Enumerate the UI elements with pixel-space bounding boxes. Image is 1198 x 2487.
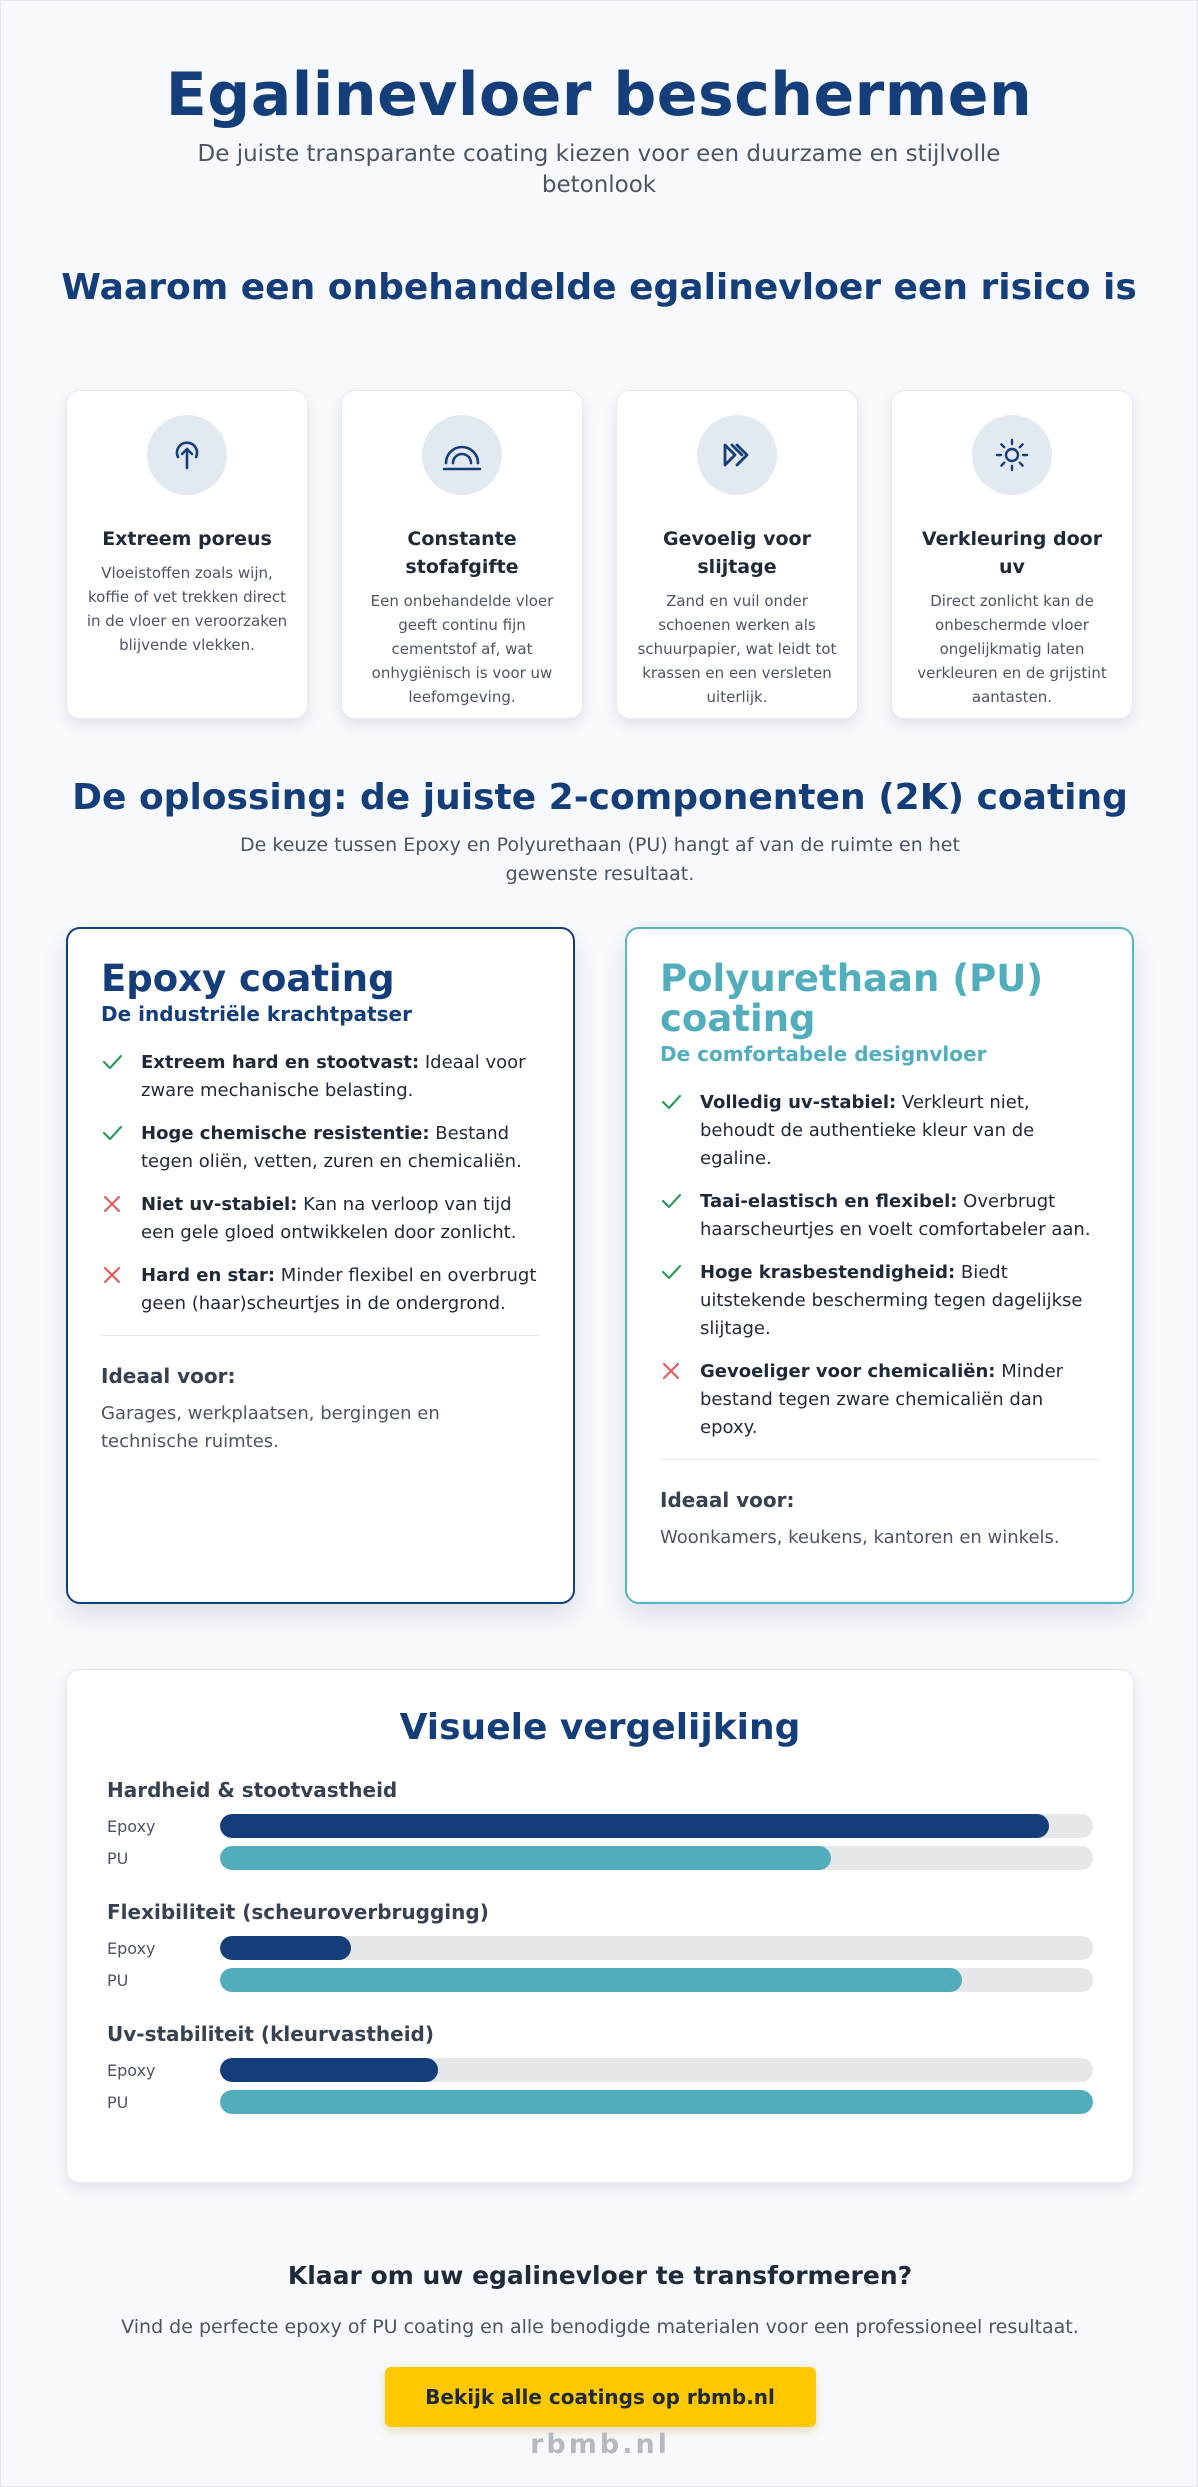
metric-list [107,1776,1093,2114]
feature-text [141,1191,540,1247]
footer-logo: rbmb.nl [530,2429,670,2460]
pu-bar-row [107,1968,1093,1992]
risk-cards [66,390,1133,719]
feature-pro [660,1089,1099,1173]
dust-cloud-icon [422,415,502,495]
pu-subtitle: De comfortabele designvloer [660,1042,987,1066]
risk-card-text: Vloeistoffen zoals wijn, koffie of vet trekken direct in de vloer en veroorzaken blijvende vlekken. [86,564,288,654]
pu-ideal-text: Woonkamers, keukens, kantoren en winkels. [660,1527,1060,1548]
bar-track [220,1814,1093,1838]
bar-track [220,1936,1093,1960]
feature-pro [660,1259,1099,1343]
risk-card-title: Gevoelig voor slijtage [663,528,811,578]
feature-description: Biedt uitstekende bescherming tegen dagelijkse slijtage. [700,1262,1083,1339]
risk-card-text: Direct zonlicht kan de onbeschermde vloer ongelijkmatig laten verkleuren en de grijstint aantasten. [917,592,1107,706]
risk-section-title: Waarom een onbehandelde egalinevloer een risico is [61,267,1137,308]
feature-bold: Hard en star: [141,1265,276,1286]
solution-title: De oplossing: de juiste 2-componenten (2K) coating [72,777,1128,818]
feature-bold: Taai-elastisch en flexibel: [700,1191,958,1212]
metric-name: Flexibiliteit (scheuroverbrugging) [107,1900,489,1924]
feature-description: Minder flexibel en overbrugt geen (haar)scheurtjes in de ondergrond. [141,1265,537,1314]
risk-card-dust [341,390,583,719]
feature-text [700,1089,1099,1173]
epoxy-bar-row [107,2058,1093,2082]
epoxy-bar-fill [220,2058,438,2082]
pu-feature-list [660,1089,1099,1442]
metric [107,1776,1093,1870]
fast-forward-icon [697,415,777,495]
water-drop-icon [147,415,227,495]
pu-bar-fill [220,1846,831,1870]
feature-pro [101,1120,540,1176]
feature-con [101,1262,540,1318]
visual-title: Visuele vergelijking [399,1707,801,1748]
feature-con [660,1358,1099,1442]
epoxy-feature-list [101,1049,540,1318]
divider [660,1459,1099,1460]
feature-description: Kan na verloop van tijd een gele gloed ontwikkelen door zonlicht. [141,1194,517,1243]
feature-pro [101,1049,540,1105]
bar-track [220,2058,1093,2082]
epoxy-bar-row [107,1936,1093,1960]
feature-description: Verkleurt niet, behoudt de authentieke kleur van de egaline. [700,1092,1035,1169]
bar-track [220,2090,1093,2114]
hero [1,1,1197,201]
pu-bar-fill [220,1968,962,1992]
feature-description: Ideaal voor zware mechanische belasting. [141,1052,526,1101]
pu-bar-row [107,2090,1093,2114]
visual-comparison [66,1669,1134,2183]
epoxy-card [66,927,575,1604]
feature-text [141,1120,540,1176]
risk-card-uv [891,390,1133,719]
feature-description: Minder bestand tegen zware chemicaliën dan epoxy. [700,1361,1064,1438]
feature-bold: Niet uv-stabiel: [141,1194,298,1215]
page-subtitle: De juiste transparante coating kiezen voor een duurzame en stijlvolle betonlook [197,141,1001,198]
epoxy-title: Epoxy coating [101,957,395,1000]
pu-bar-row [107,1846,1093,1870]
check-icon [101,1049,141,1105]
feature-bold: Extreem hard en stootvast: [141,1052,420,1073]
epoxy-subtitle: De industriële krachtpatser [101,1002,412,1026]
pu-title: Polyurethaan (PU) coating [660,957,1044,1040]
feature-pro [660,1188,1099,1244]
epoxy-bar-label: Epoxy [107,1816,156,1836]
risk-card-text: Zand en vuil onder schoenen werken als schuurpapier, wat leidt tot krassen en een versleten uiterlijk. [637,592,837,706]
epoxy-bar-fill [220,1814,1049,1838]
feature-text [700,1259,1099,1343]
feature-text [141,1049,540,1105]
pu-bar-label: PU [107,1970,129,1990]
feature-text [141,1262,540,1318]
feature-bold: Hoge chemische resistentie: [141,1123,430,1144]
epoxy-ideal-text: Garages, werkplaatsen, bergingen en technische ruimtes. [101,1403,440,1452]
cross-icon [101,1262,141,1318]
metric-name: Hardheid & stootvastheid [107,1778,398,1802]
epoxy-bar-label: Epoxy [107,1938,156,1958]
pu-bar-fill [220,2090,1093,2114]
view-coatings-button[interactable]: Bekijk alle coatings op rbmb.nl [385,2367,816,2427]
coating-comparison [66,927,1134,1604]
solution-subtitle: De keuze tussen Epoxy en Polyurethaan (PU) hangt af van de ruimte en het gewenste resultaat. [240,834,960,885]
risk-card-porous [66,390,308,719]
pu-ideal-label: Ideaal voor: [660,1488,795,1512]
cta-text: Vind de perfecte epoxy of PU coating en alle benodigde materialen voor een professioneel resultaat. [121,2316,1079,2338]
pu-bar-label: PU [107,1848,129,1868]
bar-track [220,1968,1093,1992]
divider [101,1335,540,1336]
metric [107,2020,1093,2114]
risk-card-title: Verkleuring door uv [921,528,1103,578]
pu-card [625,927,1134,1604]
sun-icon [972,415,1052,495]
epoxy-ideal-label: Ideaal voor: [101,1364,236,1388]
risk-card-title: Extreem poreus [102,528,272,550]
risk-card-title: Constante stofafgifte [405,528,519,578]
check-icon [660,1188,700,1244]
pu-bar-label: PU [107,2092,129,2112]
feature-description: Overbrugt haarscheurtjes en voelt comfortabeler aan. [700,1191,1091,1240]
check-icon [660,1259,700,1343]
cross-icon [660,1358,700,1442]
feature-description: Bestand tegen oliën, vetten, zuren en chemicaliën. [141,1123,522,1172]
metric-name: Uv-stabiliteit (kleurvastheid) [107,2022,435,2046]
feature-text [700,1358,1099,1442]
feature-text [700,1188,1099,1244]
epoxy-bar-fill [220,1936,351,1960]
cross-icon [101,1191,141,1247]
feature-bold: Gevoeliger voor chemicaliën: [700,1361,996,1382]
feature-bold: Volledig uv-stabiel: [700,1092,897,1113]
risk-card-wear [616,390,858,719]
check-icon [660,1089,700,1173]
epoxy-bar-row [107,1814,1093,1838]
cta-section [1,2259,1198,2427]
feature-con [101,1191,540,1247]
check-icon [101,1120,141,1176]
feature-bold: Hoge krasbestendigheid: [700,1262,956,1283]
page-title: Egalinevloer beschermen [165,60,1033,130]
metric [107,1898,1093,1992]
cta-title: Klaar om uw egalinevloer te transformeren? [287,2261,913,2290]
risk-card-text: Een onbehandelde vloer geeft continu fijn cementstof af, wat onhygiënisch is voor uw leefomgeving. [370,592,554,706]
epoxy-bar-label: Epoxy [107,2060,156,2080]
bar-track [220,1846,1093,1870]
